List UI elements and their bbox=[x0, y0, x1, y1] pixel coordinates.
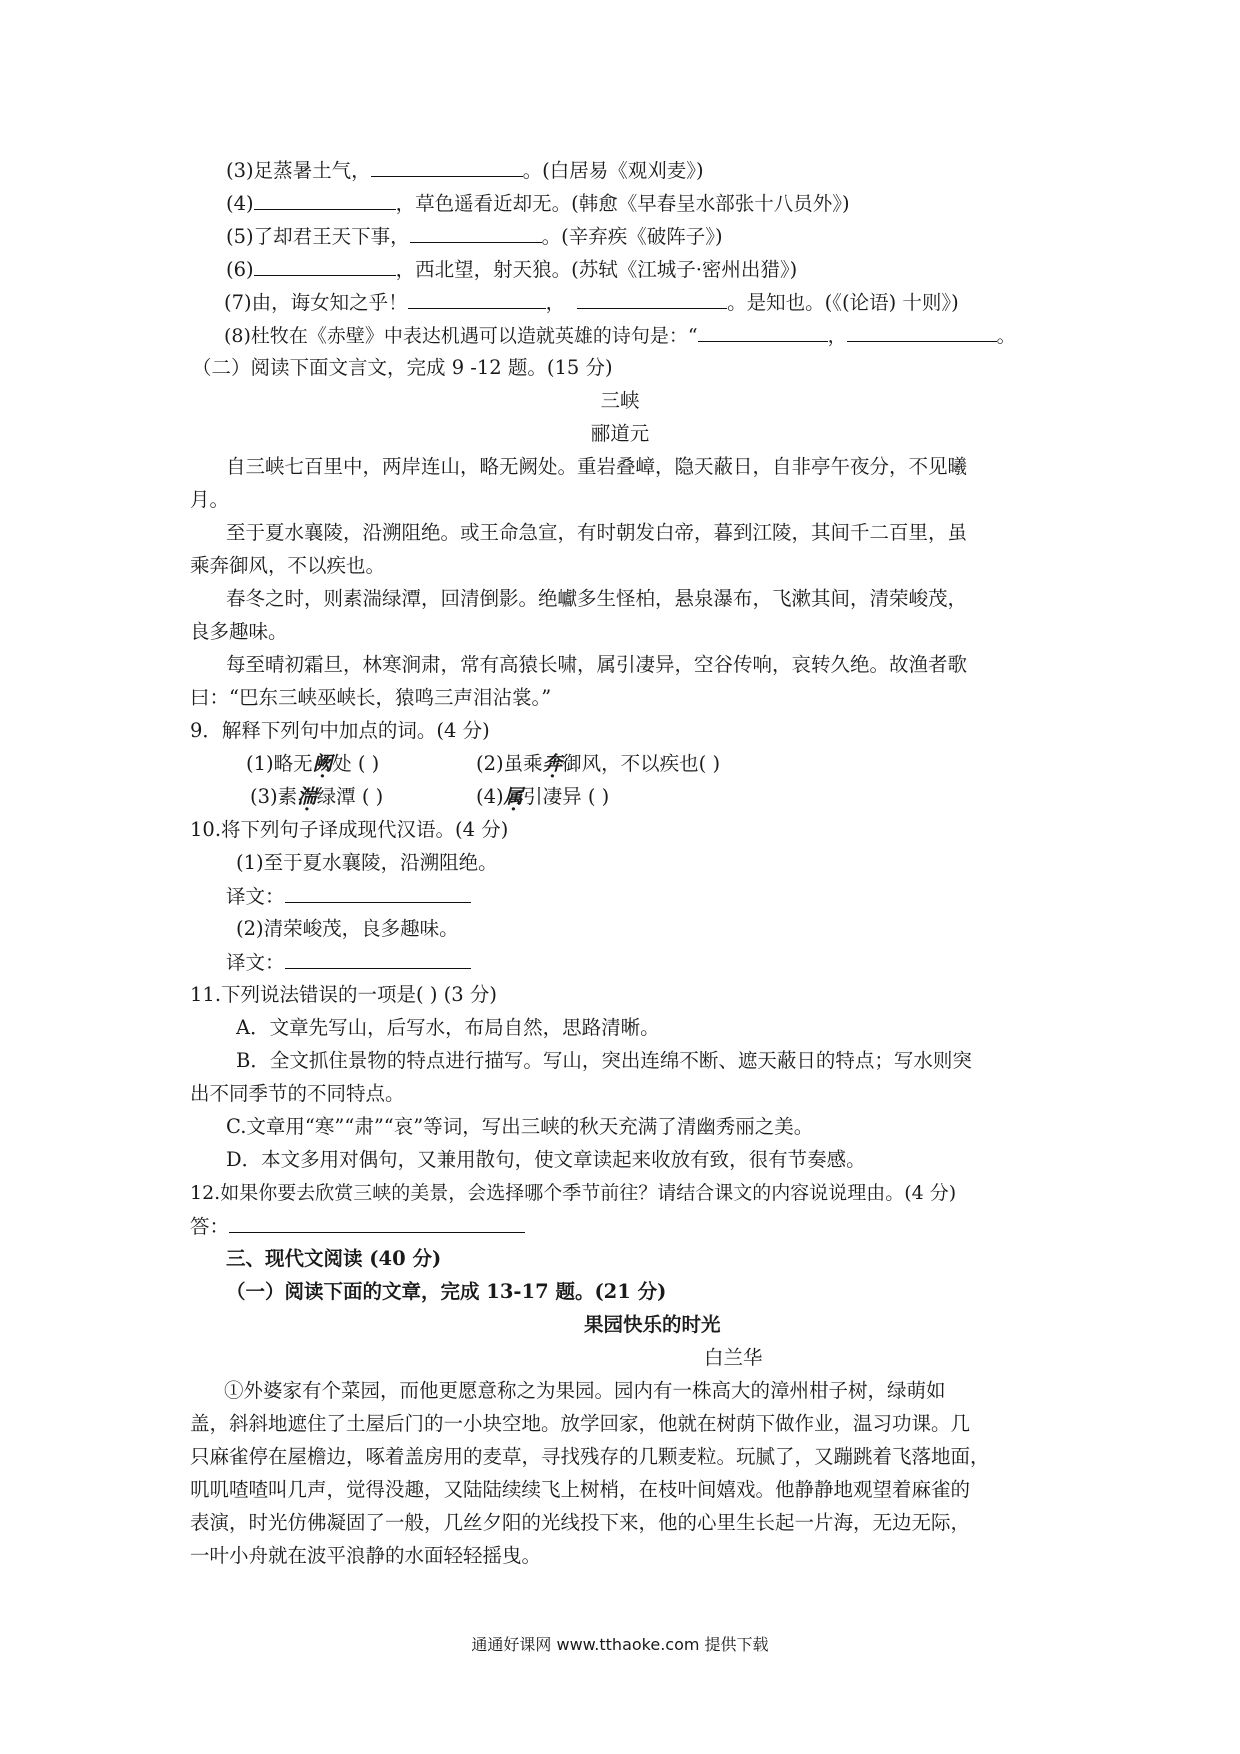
article1-para1-line2: 月。 bbox=[190, 488, 230, 511]
article2-line: 一叶小舟就在波平浪静的水面轻轻摇曳。 bbox=[190, 1544, 542, 1567]
page-footer: 通通好课网 www.tthaoke.com 提供下载 bbox=[471, 1635, 769, 1654]
section2-heading: （二）阅读下面文言文，完成 9 -12 题。(15 分) bbox=[192, 356, 613, 379]
answer-blank[interactable] bbox=[410, 224, 542, 243]
answer-blank[interactable] bbox=[847, 323, 997, 342]
dotted-word: 奔 bbox=[542, 752, 563, 775]
answer-blank[interactable] bbox=[254, 257, 396, 276]
poem-line-4: (4) ，草色遥看近却无。(韩愈《早春呈水部张十八员外》) bbox=[226, 192, 850, 215]
article2-line: 盖，斜斜地遮住了土屋后门的一小块空地。放学回家，他就在树荫下做作业，温习功课。几 bbox=[190, 1412, 971, 1435]
article2-author: 白兰华 bbox=[704, 1346, 763, 1369]
q9-stem: 9．解释下列句中加点的词。(4 分) bbox=[190, 719, 490, 742]
q11-option-b-line2: 出不同季节的不同特点。 bbox=[190, 1082, 405, 1105]
article1-para3-line1: 春冬之时，则素湍绿潭，回清倒影。绝巘多生怪柏，悬泉瀑布，飞漱其间，清荣峻茂， bbox=[226, 587, 968, 610]
q10-answer2: 译文： bbox=[226, 950, 471, 975]
article2-line: 表演，时光仿佛凝固了一般，几丝夕阳的光线投下来，他的心里生长起一片海，无边无际， bbox=[190, 1511, 971, 1534]
q11-option-d: D．本文多用对偶句，又兼用散句，使文章读起来收放有致，很有节奏感。 bbox=[226, 1148, 866, 1171]
dotted-word: 阙 bbox=[312, 752, 333, 775]
poem-line-7: (7)由，诲女知之乎！ ， 。是知也。(《(论语) 十则》) bbox=[224, 291, 959, 314]
article2-title: 果园快乐的时光 bbox=[584, 1313, 721, 1336]
article1-para4-line2: 曰：“巴东三峡巫峡长，猿鸣三声泪沾裳。” bbox=[190, 686, 552, 709]
q10-sentence2: (2)清荣峻茂，良多趣味。 bbox=[236, 917, 459, 940]
article2-line: 只麻雀停在屋檐边，啄着盖房用的麦草，寻找残存的几颗麦粒。玩腻了，又蹦跳着飞落地面， bbox=[190, 1445, 990, 1468]
q12-stem: 12.如果你要去欣赏三峡的美景，会选择哪个季节前往？请结合课文的内容说说理由。(4 分) bbox=[190, 1182, 957, 1204]
answer-blank[interactable] bbox=[254, 191, 396, 210]
q9-item1: (1)略无阙处 ( ) bbox=[246, 752, 380, 775]
poem-line-8: (8)杜牧在《赤壁》中表达机遇可以造就英雄的诗句是：“ ， 。 bbox=[224, 325, 1016, 347]
article1-para2-line1: 至于夏水襄陵，沿溯阻绝。或王命急宣，有时朝发白帝，暮到江陵，其间千二百里，虽 bbox=[226, 521, 968, 544]
answer-blank[interactable] bbox=[577, 290, 727, 309]
article2-line: 叽叽喳喳叫几声，觉得没趣，又陆陆续续飞上树梢，在枝叶间嬉戏。他静静地观望着麻雀的 bbox=[190, 1478, 971, 1501]
q10-stem: 10.将下列句子译成现代汉语。(4 分) bbox=[190, 818, 509, 841]
q12-answer: 答： bbox=[190, 1214, 525, 1239]
answer-blank[interactable] bbox=[229, 1214, 525, 1233]
answer-blank[interactable] bbox=[285, 950, 471, 969]
q11-option-c: C.文章用“寒”“肃”“哀”等词，写出三峡的秋天充满了清幽秀丽之美。 bbox=[226, 1115, 814, 1138]
q9-item2: (2)虽乘奔御风，不以疾也( ) bbox=[476, 752, 721, 775]
section3-heading: 三、现代文阅读 (40 分) bbox=[226, 1247, 442, 1270]
section3-subheading: （一）阅读下面的文章，完成 13-17 题。(21 分) bbox=[226, 1280, 667, 1303]
dotted-word: 属 bbox=[503, 785, 524, 808]
answer-blank[interactable] bbox=[698, 323, 828, 342]
answer-blank[interactable] bbox=[285, 884, 471, 903]
dotted-word: 湍 bbox=[297, 785, 317, 808]
article1-para1-line1: 自三峡七百里中，两岸连山，略无阙处。重岩叠嶂，隐天蔽日，自非亭午夜分，不见曦 bbox=[226, 455, 968, 478]
article1-para4-line1: 每至晴初霜旦，林寒涧肃，常有高猿长啸，属引凄异，空谷传响，哀转久绝。故渔者歌 bbox=[226, 653, 968, 676]
q10-sentence1: (1)至于夏水襄陵，沿溯阻绝。 bbox=[236, 851, 498, 874]
q11-option-a: A．文章先写山，后写水，布局自然，思路清晰。 bbox=[236, 1016, 660, 1039]
q11-stem: 11.下列说法错误的一项是( ) (3 分) bbox=[190, 983, 497, 1006]
answer-blank[interactable] bbox=[371, 158, 523, 177]
q10-answer1: 译文： bbox=[226, 884, 471, 909]
article1-author: 郦道元 bbox=[590, 422, 650, 445]
article2-line: ①外婆家有个菜园，而他更愿意称之为果园。园内有一株高大的漳州柑子树，绿萌如 bbox=[224, 1379, 946, 1402]
poem-line-3: (3)足蒸暑土气， 。(白居易《观刈麦》) bbox=[226, 159, 704, 182]
article1-para2-line2: 乘奔御风，不以疾也。 bbox=[190, 554, 386, 577]
answer-blank[interactable] bbox=[408, 290, 546, 309]
poem-line-6: (6) ，西北望，射天狼。(苏轼《江城子·密州出猎》) bbox=[226, 258, 798, 281]
q9-item3: (3)素湍绿潭 ( ) bbox=[250, 785, 384, 808]
q11-option-b-line1: B．全文抓住景物的特点进行描写。写山，突出连绵不断、遮天蔽日的特点；写水则突 bbox=[236, 1049, 972, 1072]
q9-item4: (4)属引凄异 ( ) bbox=[476, 785, 610, 808]
article1-para3-line2: 良多趣味。 bbox=[190, 620, 288, 643]
poem-line-5: (5)了却君王天下事， 。(辛弃疾《破阵子》) bbox=[226, 225, 723, 248]
article1-title: 三峡 bbox=[600, 389, 640, 412]
